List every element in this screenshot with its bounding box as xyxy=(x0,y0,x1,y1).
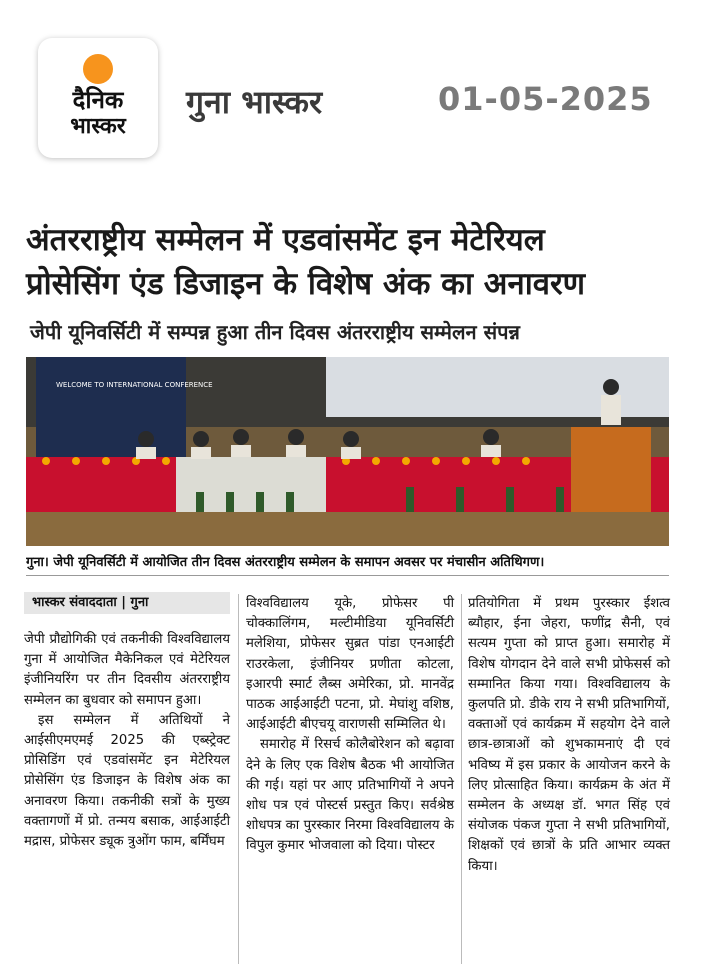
logo-line1: दैनिक xyxy=(72,86,124,114)
event-photo xyxy=(26,357,669,546)
photo-banner-text: WELCOME TO INTERNATIONAL CONFERENCE xyxy=(56,381,213,389)
stage-illustration xyxy=(26,357,669,546)
edition-date: 01-05-2025 xyxy=(438,80,653,118)
article-subheadline: जेपी यूनिवर्सिटी में सम्पन्न हुआ तीन दिवस अंतरराष्ट्रीय सम्मेलन संपन्न xyxy=(30,320,520,344)
sun-icon xyxy=(83,54,113,84)
paragraph: प्रतियोगिता में प्रथम पुरस्कार ईशत्व ब्यौहार, ईना जेहरा, फणींद्र सैनी, एवं सत्यम गुप्ता को प्राप्त हुआ। समारोह में विशेष योगदान देने वाले सभी प्रोफेसर्स को सम्मानित किया गया। विश्वविद्यालय के कुलपति प्रो. डीके राय ने सभी प्रतिभागियों, वक्ताओं एवं कार्यक्रम में सहयोग देने वाले छात्र-छात्राओं को शुभकामनाएं दी एवं भविष्य में इस प्रकार के आयोजन करने के लिए प्रोत्साहित किया। कार्यक्रम के अंत में सम्मेलन के अध्यक्ष डॉ. भगत सिंह एवं संयोजक पंकज गुप्ता ने सभी प्रतिभागियों, शिक्षकों एवं छात्रों के प्रति आभार व्यक्त किया। xyxy=(468,596,670,874)
photo-caption: गुना। जेपी यूनिवर्सिटी में आयोजित तीन दिवस अंतरराष्ट्रीय सम्मेलन के समापन अवसर पर मंचासीन अतिथिगण। xyxy=(26,551,669,576)
edition-title: गुना भास्कर xyxy=(186,83,323,121)
column-divider xyxy=(238,594,239,964)
paragraph: इस सम्मेलन में अतिथियों ने आईसीएमएमई 2025 की एब्स्ट्रेक्ट प्रोसिडिंग एवं एडवांसमेंट इन मेटेरियल प्रोसेसिंग एंड डिजाइन के विशेष अंक का अनावरण किया। तकनीकी सत्रों के मुख्य वक्तागणों में प्रो. तन्मय बसाक, आईआईटी मद्रास, प्रोफेसर ड्यूक त्रुओंग फाम, बर्मिंघम xyxy=(24,712,230,850)
article-column-2 xyxy=(246,594,454,857)
article-column-3 xyxy=(468,594,670,877)
paragraph: विश्वविद्यालय यूके, प्रोफेसर पी चोक्कालिंगम, मल्टीमीडिया यूनिवर्सिटी मलेशिया, प्रोफेसर सुब्रत पांडा एनआईटी राउरकेला, इंजीनियर प्रणीता कोटला, इआरपी स्मार्ट लैब्स अमेरिका, प्रो. मानवेंद्र पाठक आईआईटी पटना, प्रो. मेघांशु वशिष्ठ, आईआईटी बीएचयू वाराणसी सम्मिलित थे। xyxy=(246,596,454,733)
logo-line2: भास्कर xyxy=(70,114,126,139)
app-header xyxy=(0,0,711,180)
headline-line2: प्रोसेसिंग एंड डिजाइन के विशेष अंक का अनावरण xyxy=(26,266,586,302)
headline-line1: अंतरराष्ट्रीय सम्मेलन में एडवांसमेंट इन मेटेरियल xyxy=(26,222,545,258)
byline: भास्कर संवाददाता | गुना xyxy=(24,592,230,614)
column-divider xyxy=(461,594,462,964)
article-column-1 xyxy=(24,590,230,852)
paragraph: जेपी प्रौद्योगिकी एवं तकनीकी विश्वविद्यालय गुना में आयोजित मैकेनिकल एवं मेटेरियल इंजीनियरिंग पर तीन दिवसीय अंतरराष्ट्रीय सम्मेलन का बुधवार को समापन हुआ। xyxy=(24,632,230,708)
article-headline xyxy=(26,218,686,306)
dainik-bhaskar-logo[interactable] xyxy=(38,38,158,158)
paragraph: समारोह में रिसर्च कोलैबोरेशन को बढ़ावा देने के लिए एक विशेष बैठक भी आयोजित की गई। यहां पर आए प्रतिभागियों ने अपने शोध पत्र एवं पोस्टर्स प्रस्तुत किए। सर्वश्रेष्ठ शोधपत्र का पुरस्कार निरमा विश्वविद्यालय के विपुल कुमार भोजवाला को दिया। पोस्टर xyxy=(246,737,454,854)
